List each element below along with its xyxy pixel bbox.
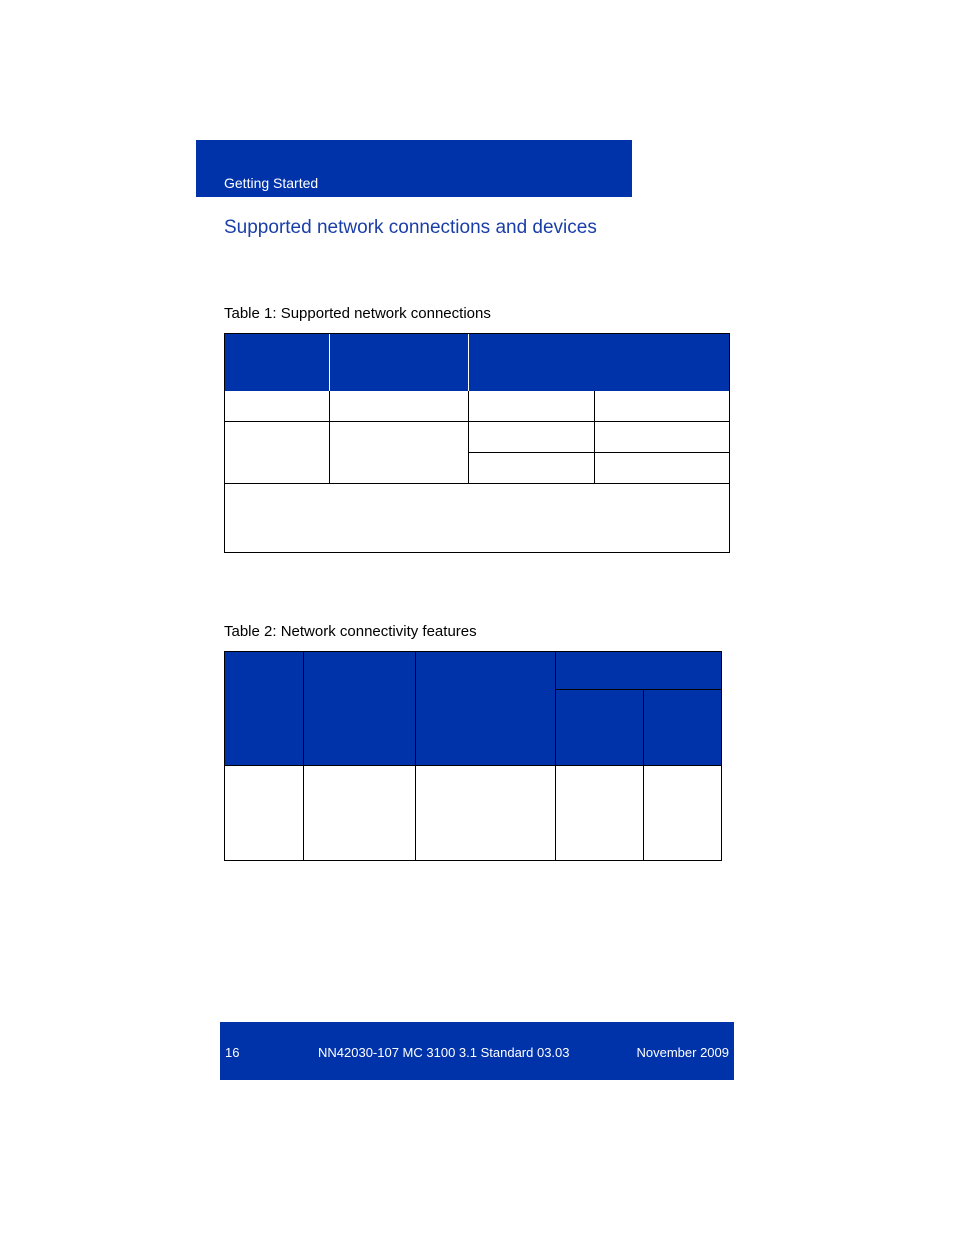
- table1-cell: [469, 391, 595, 422]
- table1-header-divider: [468, 334, 469, 391]
- table2-header-divider: [556, 689, 721, 690]
- table1-cell: [469, 422, 595, 453]
- table2-header-divider: [303, 652, 304, 765]
- table1-cell: [225, 391, 330, 422]
- table1-note-row: [225, 484, 729, 552]
- table2-cell: [225, 766, 304, 860]
- table2-cell: [304, 766, 416, 860]
- network-connectivity-features-table: [224, 651, 722, 861]
- table1-cell: [330, 391, 469, 422]
- supported-network-connections-table: [224, 333, 730, 553]
- document-id: NN42030-107 MC 3100 3.1 Standard 03.03: [318, 1045, 570, 1060]
- page-number: 16: [225, 1045, 240, 1060]
- table2-cell: [416, 766, 556, 860]
- table1-cell: [469, 453, 595, 484]
- page-header-bar: [196, 140, 632, 197]
- table2-header-divider: [415, 652, 416, 765]
- table1-caption: Table 1: Supported network connections: [224, 305, 491, 322]
- table2-cell: [644, 766, 721, 860]
- table2-caption: Table 2: Network connectivity features: [224, 623, 477, 640]
- table1-cell: [330, 422, 469, 484]
- table2-cell: [556, 766, 644, 860]
- table1-cell: [225, 422, 330, 484]
- table1-cell: [595, 453, 729, 484]
- table1-header-divider: [329, 334, 330, 391]
- table1-cell: [595, 391, 729, 422]
- page-footer-bar: [220, 1022, 734, 1080]
- table2-header-divider: [643, 690, 644, 765]
- section-title: Supported network connections and devices: [224, 217, 597, 238]
- publication-date: November 2009: [636, 1045, 729, 1060]
- table2-header-row: [225, 652, 721, 765]
- section-label: Getting Started: [224, 175, 319, 191]
- table1-header-row: [225, 334, 729, 391]
- table1-cell: [595, 422, 729, 453]
- table2-header-divider: [555, 652, 556, 765]
